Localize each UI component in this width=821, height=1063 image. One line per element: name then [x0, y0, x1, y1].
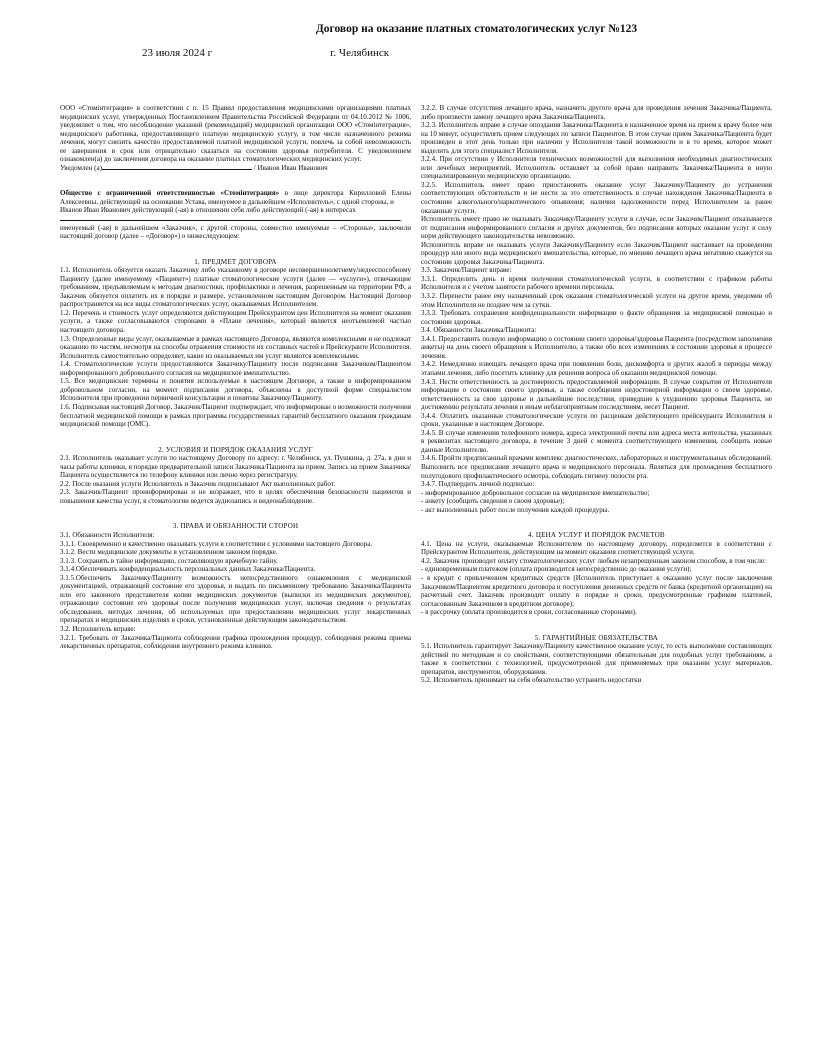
paragraph: 3.3.2. Перенести ранее ему назначенный срок оказания стоматологической услуги на другое время, уведомив об этом Исполнителя не позднее чем за сутки. — [421, 292, 772, 309]
blank-fill-line — [60, 220, 400, 221]
paragraph: 3.2.5. Исполнитель имеет право приостановить оказание услуг Заказчику/Пациенту до устранения соответствующих обстоятельств и не нести за это ответственность в случае нахождения Заказчика/Пациента в состоянии алкогольного/наркотического опьянения; наличия задолженности перед Исполнителем за ранее оказанные услуги. — [421, 180, 772, 215]
paragraph: 5.2. Исполнитель принимает на себя обязательство устранить недостатки — [421, 676, 642, 685]
paragraph: 3.1.5.Обеспечить Заказчику/Пациенту возможность непосредственного ознакомления с медицинской документацией, отражающей состояние его здоровья, и выдать по письменному требованию Заказчика/Пациента или его законного представителя копии медицинских документов (выписки из медицинских документов), отражающие состояние его здоровья после получения медицинских услуг, включая сведения о результатах обследования, методах лечения, об используемых при предоставлении медицинских услуг лекарственных препаратах и медицинских изделиях в сроки, установленные действующим законодательством. — [60, 573, 411, 625]
paragraph: 2.2. После оказания услуги Исполнитель и Заказчик подписывают Акт выполненных работ. — [60, 479, 336, 488]
paragraph: 3.1. Обязанности Исполнителя: — [60, 530, 155, 539]
signature-line — [102, 169, 252, 170]
client-paragraph: Иванов Иван Иванович действующий (-ая) в отношении себя либо действующий (-ая) в интересах — [60, 206, 356, 215]
paragraph: - единовременным платежом (оплата производится непосредственно до оказания услуги); — [421, 565, 692, 574]
paragraph: 1.5. Все медицинские термины и понятия используемые в настоящем Договоре, а также в информированном добровольном согласии, на момент подписания договора, объяснены в доступной форме специалистом Исполнителя при проведении первичной консультации и понятны Заказчику/Пациенту. — [60, 377, 411, 403]
paragraph: 4.2. Заказчик производит оплату стоматологических услуг любым незапрещенным законом способом, в том числе: — [421, 556, 766, 565]
section-1-title: 1. ПРЕДМЕТ ДОГОВОРА — [194, 257, 277, 266]
section-2-body — [60, 454, 411, 505]
left-column — [60, 104, 411, 685]
paragraph: 3.4.3. Нести ответственность за достоверность предоставляемой информации. В случае сокрытия от Исполнителя информации о состоянии своего здоровья, а также сообщения недостоверной информации о своем здоровье, ответственность за свое здоровье и дальнейшие последствия, приведшие к ухудшению здоровья Пациента, не достижению результата лечения и иным неблагоприятным последствиям, несет Пациент. — [421, 377, 772, 412]
notified-prefix: Уведомлен (а) — [60, 163, 102, 172]
paragraph: Исполнитель вправе не оказывать услуги Заказчику/Пациенту если Заказчик/Пациент настаивает на проведении процедур или иного вида медицинского вмешательства, которые, по мнению лечащего врача негативно скажутся на состоянии здоровья Заказчика/Пациента. — [421, 240, 772, 266]
paragraph: 1.2. Перечень и стоимость услуг определяются действующим Прейскурантом цен Исполнителя на момент оказания услуги, а также согласовываются сторонами в «Плане лечения», который является неотъемлемой частью настоящего договора. — [60, 308, 411, 335]
notified-name: / Иванов Иван Иванович — [253, 163, 328, 172]
paragraph: 3.3.1. Определить день и время получения стоматологической услуги, в соответствии с графиком работы Исполнителя и с учетом занятости рабочего времени персонала. — [421, 274, 772, 292]
paragraph: 3.2.3. Исполнитель вправе в случае опоздания Заказчика/Пациента в назначенное время на прием к врачу более чем на 10 минут, осуществлять прием следующих по записи Пациентов. В этом случае прием Заказчика/Пациента будет произведен в этот день только при наличии у Исполнителя такой возможности и в то время, которое может выделить для этого специалист Исполнителя. — [421, 121, 772, 155]
paragraph: 3.3.3. Требовать сохранения конфиденциальности информации о факте обращения за медицинской помощью и состоянии здоровья. — [421, 309, 772, 326]
section-3-title: 3. ПРАВА И ОБЯЗАННОСТИ СТОРОН — [172, 522, 299, 531]
paragraph: 2.3. Заказчик/Пациент проинформирован и не возражает, что в целях обеспечения безопасности пациентов и повышения качества услуг, в стоматологии ведется аудиозапись и видеонаблюдение. — [60, 488, 411, 505]
paragraph: 3.4.5. В случае изменения телефонного номера, адреса электронной почты или адреса места жительства, указанных в реквизитах настоящего договора, в течение 3 дней с момента соответствующего изменения, сообщить новые данные Исполнителю. — [421, 428, 772, 454]
paragraph: Исполнитель имеет право не оказывать Заказчику/Пациенту услуги в случае, если Заказчик/Пациент отказывается от подписания информированного согласия и других документов, без подписания которых оказание услуг в силу норм действующего законодательства невозможно. — [421, 215, 772, 241]
parties-text: в лице директора Кирилловой Елены Алексеевны, действующей на основании Устава, именуемое в дальнейшем «Исполнитель», с одной стороны, и — [60, 189, 411, 206]
paragraph: 3.2.1. Требовать от Заказчика/Пациента соблюдения графика прохождения процедур, соблюдения режима приема лекарственных препаратов, соблюдения внутреннего режима клиники. — [60, 633, 411, 651]
paragraph: 5.1. Исполнитель гарантирует Заказчику/Пациенту качественное оказание услуг, то есть выполнение составляющих действий по методикам и со свойствами, соответствующими обязательным для подобных услуг требованиям, а также в соответствии с технологией, предусмотренной для применяемых при оказании услуг материалов, препаратов, инструментов, оборудования. — [421, 642, 772, 676]
contract-title: Договор на оказание платных стоматологических услуг №123 — [315, 23, 638, 35]
section-3-body — [60, 531, 411, 651]
right-column — [421, 104, 772, 685]
contract-meta — [60, 46, 773, 60]
two-column-body — [60, 104, 773, 685]
paragraph: 3.4. Обязанности Заказчика/Пациента: — [421, 326, 537, 335]
paragraph: 3.4.4. Оплатить оказанные стоматологические услуги по расценкам действующего прейскуранта Исполнителя в сроки, указанные в настоящем Договоре. — [421, 411, 772, 429]
contract-city: г. Челябинск — [330, 47, 390, 59]
paragraph: 3.1.4.Обеспечивать конфиденциальность персональных данных Заказчика/Пациента. — [60, 565, 316, 574]
paragraph: 3.4.7. Подтвердить личной подписью: — [421, 480, 535, 489]
paragraph: 3.4.6. Пройти предписанный врачами комплекс диагностических, лабораторных и инструментальных обследований. Выполнить все предписания лечащего врача и медицинского персонала. Являться для прохождения бесплатного полугодового профилактического осмотра, соблюдать гигиену полости рта. — [421, 454, 772, 480]
paragraph: ООО «Стомінтеграция» в соответствии с п. 15 Правил предоставления медицинскими организациями платных медицинских услуг, утвержденных Постановлением Правительства Российской Федерации от 04.10.2012 № 1006, уведомляет о том, что несоблюдение указаний (рекомендаций) медицинской организации ООО «Стомінтеграция», медицинского работника, предоставляющего платную медицинскую услугу, в том числе назначенного режима лечения, могут снизить качество предоставляемой платной медицинской услуги, повлечь за собой невозможность ее завершения в срок или отрицательно сказаться на состоянии здоровья потребителя. С уведомлением ознакомлен(а) до заключения договора на оказание платных стоматологических медицинских услуг. — [60, 104, 411, 164]
section-2-title: 2. УСЛОВИЯ И ПОРЯДОК ОКАЗАНИЯ УСЛУГ — [158, 445, 313, 454]
paragraph: 3.1.2. Вести медицинские документы в установленном законом порядке. — [60, 548, 278, 557]
paragraph: 3.2.2. В случае отсутствия лечащего врача, назначить другого врача для проведения лечения Заказчика/Пациента, либо произвести замену лечащего врача Заказчика/Пациента. — [421, 104, 772, 121]
parties-end: именуемый (-ая) в дальнейшем «Заказчик», с другой стороны, совместно именуемые – «Стороны», заключили настоящий договор (далее – «Договор») о нижеследующем: — [60, 223, 411, 241]
paragraph: 3.4.2. Немедленно извещать лечащего врача при появлении боли, дискомфорта и других жалоб в периоды между этапами лечения, либо посетить клинику для решения вопроса об оказании медицинской помощи. — [421, 360, 772, 377]
paragraph: 3.2. Исполнитель вправе: — [60, 624, 136, 633]
blank-line: , — [60, 215, 411, 224]
section-5-title: 5. ГАРАНТИЙНЫЕ ОБЯЗАТЕЛЬСТВА — [534, 633, 659, 642]
paragraph: - акт выполненных работ после получения каждой процедуры. — [421, 505, 610, 514]
section-3-continued — [421, 104, 772, 514]
paragraph: - анкету (сообщить сведения о своем здоровье); — [421, 497, 565, 506]
section-5-body — [421, 642, 772, 685]
paragraph: 1.3. Определенные виды услуг, оказываемые в рамках настоящего Договора, являются комплексными и не подлежат оказанию по частям, несмотря на способы отражения стоимости их составных частей в Прейскуранте Исполнителя. Исполнитель самостоятельно определяет, какие из оказываемых им услуг являются комплексными. — [60, 334, 411, 360]
paragraph: - информированное добровольное согласие на медицинское вмешательство; — [421, 488, 650, 497]
paragraph: - в кредит с привлечением кредитных средств (Исполнитель приступает к оказанию услуг после заключения Заказчиком/Пациентом кредитного договора и поступления денежных средств от банка (кредитной организации) на расчетный счет. Заказчик производит оплату в порядке и сроки, предусмотренные графиком платежей, согласованным Заказчиком в кредитном договоре); — [421, 573, 772, 608]
paragraph: 3.3. Заказчик/Пациент вправе: — [421, 266, 512, 275]
paragraph: 3.1.3. Сохранять в тайне информацию, составляющую врачебную тайну. — [60, 556, 278, 565]
paragraph: 2.1. Исполнитель оказывает услуги по настоящему Договору по адресу: г. Челябинск, ул. Пушкина, д. 27а, в дни и часы работы клиники, в порядке предварительной записи Заказчика/Пациента на прием. Запись на прием Заказчика/Пациента осуществляется по телефону клиники или лично через регистратуру. — [60, 454, 411, 480]
parties-paragraph — [60, 189, 411, 206]
section-1-body — [60, 266, 411, 428]
notified-line — [60, 164, 411, 173]
section-4-body — [421, 540, 772, 617]
paragraph: 1.6. Подписывая настоящий Договор, Заказчик/Пациент подтверждает, что информирован о возможности получения бесплатной медицинской помощи в рамках программы государственных гарантий бесплатного оказания гражданам медицинской помощи (ОМС). — [60, 402, 411, 429]
paragraph: 1.4. Стоматологические услуги предоставляются Заказчику/Пациенту после подписания Заказчиком/Пациентом информированного добровольного согласия на медицинское вмешательство. — [60, 360, 411, 377]
paragraph: 4.1. Цена на услуги, оказываемые Исполнителем по настоящему договору, определяется в соответствии с Прейскурантом Исполнителя, действующим на момент оказания соответствующей услуги. — [421, 539, 772, 557]
paragraph: 3.2.4. При отсутствии у Исполнителя технических возможностей для выполнения необходимых диагностических или лечебных мероприятий, Исполнитель оставляет за собой право направить Заказчика/Пациента в иную специализированную медицинскую организацию. — [421, 155, 772, 181]
contract-date: 23 июля 2024 г — [142, 47, 213, 59]
executor-name: Общество с ограниченной ответственностью «Стомінтеграция» — [60, 189, 280, 198]
paragraph: 3.1.1. Своевременно и качественно оказывать услуги в соответствии с условиями настоящего Договора. — [60, 539, 373, 548]
section-4-title: 4. ЦЕНА УСЛУГ И ПОРЯДОК РАСЧЕТОВ — [528, 531, 665, 540]
intro-notice — [60, 104, 411, 164]
paragraph: 1.1. Исполнитель обязуется оказать Заказчику либо указанному в договоре несовершеннолетнему/недееспособному Пациенту (далее именуемому «Пациент») платные стоматологические услуги (далее — «услуги»), отвечающие требованиям, предъявляемым к методам диагностики, профилактики и лечения, разрешенным на территории РФ, а Заказчик обязуется оплатить их в порядке и размере, установленном настоящим Договором. Настоящий Договор распространяется на все виды стоматологических услуг, оказываемых Исполнителем. — [60, 266, 411, 309]
paragraph: 3.4.1. Предоставить полную информацию о состоянии своего здоровья/здоровья Пациента (посредством заполнения анкеты) на день своего обращения к Исполнителю, а также обо всех изменениях в состоянии здоровья в процессе лечения. — [421, 334, 772, 360]
paragraph: - в рассрочку (оплата производится в сроки, согласованные сторонами). — [421, 608, 637, 617]
